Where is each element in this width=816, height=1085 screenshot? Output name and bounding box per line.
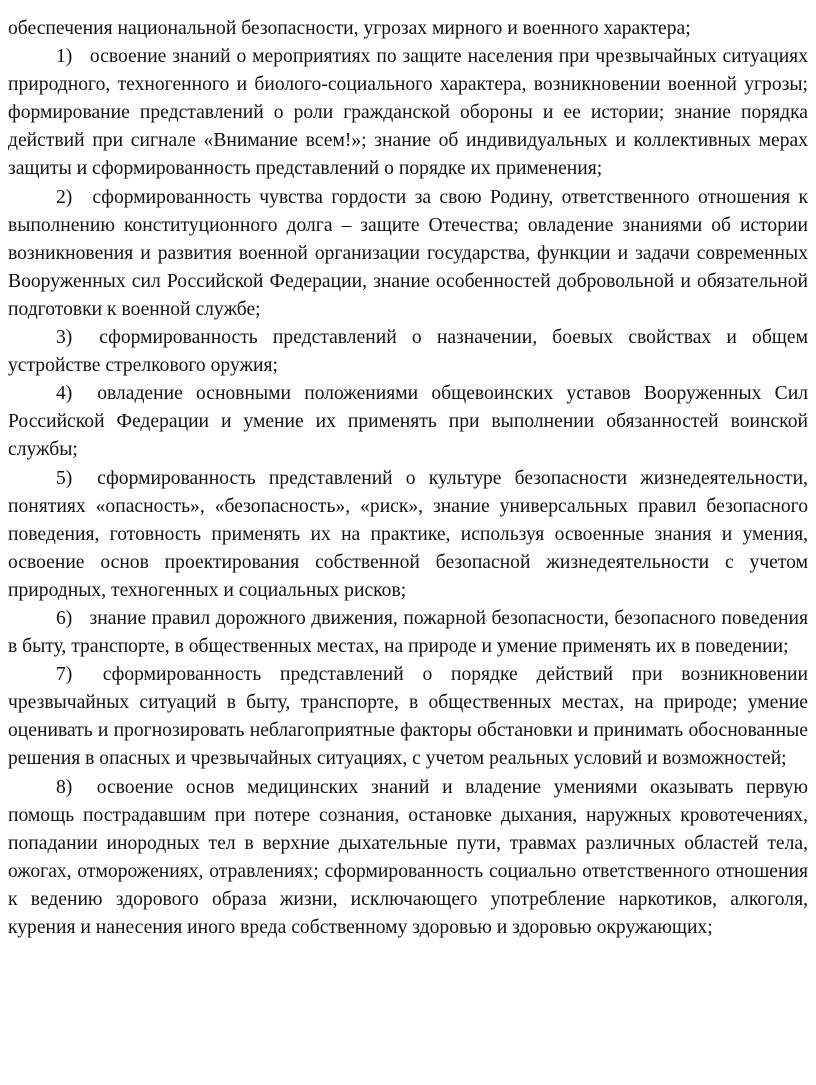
list-item-number: 5) <box>56 467 73 489</box>
list-item-text: знание правил дорожного движения, пожарной безопасности, безопасного поведения в быту, транспорте, в общественных местах, на природе и умение применять их в поведении; <box>8 607 809 658</box>
list-item-4 <box>8 380 808 464</box>
list-item-text: освоение основ медицинских знаний и владение умениями оказывать первую помощь пострадавшим при потере сознания, остановке дыхания, наружных кровотечениях, попадании инородных тел в верхние дыхательные пути, травмах различных областей тела, ожогах, отморожениях, отравлениях; сформированность социально ответственного отношения к ведению здорового образа жизни, исключающего употребление наркотиков, алкоголя, курения и нанесения иного вреда собственному здоровью и здоровью окружающих; <box>8 776 808 938</box>
list-item-number: 8) <box>56 776 73 798</box>
list-item-6 <box>8 605 808 661</box>
list-item-number: 7) <box>56 664 73 686</box>
list-item-number: 1) <box>56 46 73 68</box>
list-item-text: сформированность чувства гордости за свою Родину, ответственного отношения к выполнению конституционного долга – защите Отечества; овладение знаниями об истории возникновения и развития военной организации государства, функции и задачи современных Вооруженных сил Российской Федерации, знание особенностей добровольной и обязательной подготовки к военной службе; <box>8 186 808 320</box>
list-item-text: сформированность представлений о порядке действий при возникновении чрезвычайных ситуаций в быту, транспорте, в общественных местах, на природе; умение оценивать и прогнозировать неблагоприятные факторы обстановки и принимать обоснованные решения в опасных и чрезвычайных ситуациях, с учетом реальных условий и возможностей; <box>8 664 808 770</box>
list-item-2 <box>8 184 808 324</box>
list-item-text: сформированность представлений о назначении, боевых свойствах и общем устройстве стрелкового оружия; <box>8 327 808 377</box>
list-item-5 <box>8 465 808 605</box>
list-item-8 <box>8 774 808 943</box>
list-item-number: 6) <box>56 607 73 629</box>
list-item-text: освоение знаний о мероприятиях по защите населения при чрезвычайных ситуациях природного, техногенного и биолого-социального характера, возникновении военной угрозы; формирование представлений о роли гражданской обороны и ее истории; знание порядка действий при сигнале «Внимание всем!»; знание об индивидуальных и коллективных мерах защиты и сформированность представлений о порядке их применения; <box>8 46 808 180</box>
lead-paragraph: обеспечения национальной безопасности, угрозах мирного и военного характера; <box>8 18 691 39</box>
list-item-text: овладение основными положениями общевоинских уставов Вооруженных Сил Российской Федерации и умение их применять при выполнении обязанностей воинской службы; <box>8 383 808 461</box>
list-item-number: 3) <box>56 327 73 349</box>
list-item-7 <box>8 661 808 773</box>
list-item-number: 2) <box>56 186 73 208</box>
list-item-text: сформированность представлений о культуре безопасности жизнедеятельности, понятиях «опасность», «безопасность», «риск», знание универсальных правил безопасного поведения, готовность применять их на практике, используя освоенные знания и умения, освоение основ проектирования собственной безопасной жизнедеятельности с учетом природных, техногенных и социальных рисков; <box>8 467 808 601</box>
list-item-number: 4) <box>56 383 73 405</box>
list-item-3 <box>8 324 808 380</box>
list-item-1 <box>8 43 808 183</box>
